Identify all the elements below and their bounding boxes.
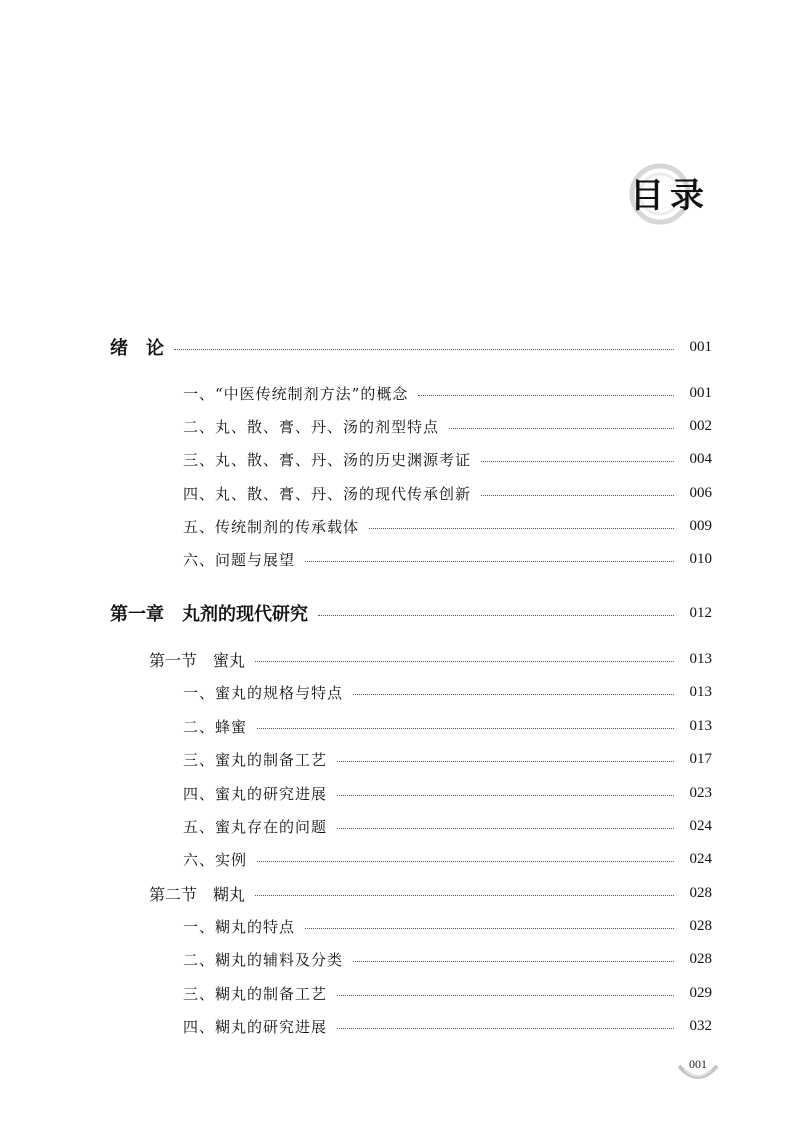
dot-leader (337, 1028, 674, 1029)
toc-entry-label: 第一章 丸剂的现代研究 (110, 604, 308, 625)
toc-entry-label: 第一节 蜜丸 (149, 650, 246, 670)
toc-entry-page: 023 (689, 784, 712, 801)
toc-entry-page: 006 (689, 484, 712, 501)
dot-leader (449, 428, 674, 429)
dot-leader (318, 615, 674, 616)
toc-entry[interactable] (0, 481, 712, 505)
dot-leader (174, 349, 674, 350)
toc-entry[interactable] (0, 981, 712, 1005)
toc-entry[interactable] (0, 447, 712, 471)
dot-leader (337, 995, 674, 996)
toc-entry-label: 六、实例 (183, 850, 248, 869)
toc-entry[interactable] (0, 781, 712, 805)
toc-entry[interactable] (0, 747, 712, 771)
toc-entry-label: 三、丸、散、膏、丹、汤的历史渊源考证 (183, 450, 472, 469)
dot-leader (369, 528, 674, 529)
toc-entry-page: 001 (689, 338, 712, 355)
page-number: 001 (689, 1057, 707, 1071)
toc-entry[interactable] (0, 335, 712, 359)
toc-entry[interactable] (0, 381, 712, 405)
toc-entry-page: 028 (689, 884, 712, 901)
toc-entry[interactable] (0, 414, 712, 438)
toc-entry-page: 017 (689, 750, 712, 767)
dot-leader (337, 828, 674, 829)
toc-entry-label: 四、丸、散、膏、丹、汤的现代传承创新 (183, 484, 472, 503)
toc-entry-page: 001 (689, 384, 712, 401)
toc-entry-label: 绪 论 (110, 338, 164, 359)
toc-entry[interactable] (0, 947, 712, 971)
toc-entry-label: 四、蜜丸的研究进展 (183, 784, 328, 803)
toc-entry[interactable] (0, 914, 712, 938)
dot-leader (255, 661, 674, 662)
dot-leader (257, 728, 674, 729)
toc-entry[interactable] (0, 680, 712, 704)
toc-entry-label: 二、糊丸的辅料及分类 (183, 950, 344, 969)
toc-entry-page: 012 (689, 604, 712, 621)
toc-entry-label: 五、蜜丸存在的问题 (183, 817, 328, 836)
toc-entry-label: 三、蜜丸的制备工艺 (183, 750, 328, 769)
toc-entry-page: 028 (689, 950, 712, 967)
toc-entry-page: 013 (689, 650, 712, 667)
toc-entry-page: 029 (689, 984, 712, 1001)
toc-entry-page: 032 (689, 1017, 712, 1034)
toc-entry[interactable] (0, 1014, 712, 1038)
toc-entry-page: 002 (689, 417, 712, 434)
toc-entry-page: 013 (689, 683, 712, 700)
toc-entry-label: 一、“中医传统制剂方法”的概念 (183, 384, 409, 403)
toc-entry[interactable] (0, 514, 712, 538)
dot-leader (337, 761, 674, 762)
toc-entry-page: 024 (689, 817, 712, 834)
toc-entry-label: 二、蜂蜜 (183, 717, 248, 736)
toc-entry-label: 五、传统制剂的传承载体 (183, 517, 360, 536)
dot-leader (257, 861, 674, 862)
dot-leader (418, 395, 674, 396)
dot-leader (353, 694, 674, 695)
toc-entry-page: 010 (689, 550, 712, 567)
dot-leader (305, 928, 674, 929)
toc-entry[interactable] (0, 547, 712, 571)
dot-leader (337, 795, 674, 796)
toc-entry-label: 第二节 糊丸 (149, 884, 246, 904)
toc-entry-label: 一、蜜丸的规格与特点 (183, 683, 344, 702)
toc-entry[interactable] (0, 881, 712, 905)
toc-entry-label: 四、糊丸的研究进展 (183, 1017, 328, 1036)
toc-entry[interactable] (0, 814, 712, 838)
dot-leader (305, 561, 674, 562)
page-title: 目录 (630, 176, 710, 216)
dot-leader (255, 895, 674, 896)
toc-entry-page: 013 (689, 717, 712, 734)
toc-entry-page: 024 (689, 850, 712, 867)
toc-entry[interactable] (0, 847, 712, 871)
toc-entry-label: 三、糊丸的制备工艺 (183, 984, 328, 1003)
toc-entry[interactable] (0, 647, 712, 671)
toc-entry-page: 009 (689, 517, 712, 534)
toc-entry-label: 六、问题与展望 (183, 550, 296, 569)
toc-entry-page: 004 (689, 450, 712, 467)
toc-entry[interactable] (0, 601, 712, 625)
page-footer (676, 1052, 720, 1086)
toc-entry-page: 028 (689, 917, 712, 934)
dot-leader (481, 461, 674, 462)
dot-leader (353, 961, 674, 962)
toc-entry-label: 一、糊丸的特点 (183, 917, 296, 936)
toc-entry-label: 二、丸、散、膏、丹、汤的剂型特点 (183, 417, 440, 436)
toc-entry[interactable] (0, 714, 712, 738)
dot-leader (481, 495, 674, 496)
